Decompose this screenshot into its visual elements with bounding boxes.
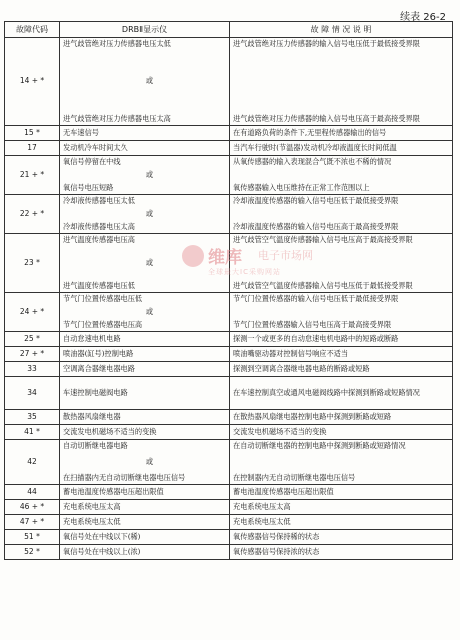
display-line: 无车速信号 bbox=[63, 127, 99, 137]
display-text bbox=[60, 156, 230, 195]
fault-description bbox=[230, 515, 453, 530]
table-row bbox=[5, 377, 453, 410]
display-text bbox=[60, 515, 230, 530]
display-text bbox=[60, 410, 230, 425]
display-line: 氧信号停留在中线 bbox=[63, 156, 121, 166]
display-line: 冷却液传感器电压太高 bbox=[63, 222, 135, 232]
table-row bbox=[5, 38, 453, 126]
fault-code: 51 * bbox=[5, 530, 60, 545]
watermark-line: 全球最大IC采购网站 bbox=[208, 268, 281, 276]
fault-description bbox=[230, 362, 453, 377]
fault-description bbox=[230, 141, 453, 156]
fault-code: 33 bbox=[5, 362, 60, 377]
display-line: 空调离合器继电器电路 bbox=[63, 363, 135, 373]
fault-code: 14 + * bbox=[5, 38, 60, 126]
description-line: 进气歧管空气温度传感器输入信号电压高于最高接受界限 bbox=[233, 234, 413, 244]
description-line: 节气门位置传感器的输入信号电压低于最低接受界限 bbox=[233, 293, 399, 303]
display-text bbox=[60, 485, 230, 500]
fault-description bbox=[230, 347, 453, 362]
display-text bbox=[60, 530, 230, 545]
display-line: 氧信号电压短路 bbox=[63, 183, 114, 193]
display-line: 在扫描器内无自动切断继电器电压信号 bbox=[63, 473, 186, 483]
display-line: 蓄电池温度传感器电压超出限值 bbox=[63, 486, 164, 496]
table-row bbox=[5, 425, 453, 440]
fault-description bbox=[230, 38, 453, 126]
description-line: 充电系统电压太高 bbox=[233, 501, 291, 511]
watermark-sub: 电子市场网 bbox=[258, 249, 313, 262]
or-separator: 或 bbox=[145, 456, 154, 466]
description-line: 从氧传感器的输入表现混合气既不浓也不稀的情况 bbox=[233, 156, 392, 166]
or-separator: 或 bbox=[145, 306, 154, 316]
display-line: 进气歧管绝对压力传感器电压太高 bbox=[63, 114, 171, 124]
fault-description bbox=[230, 377, 453, 410]
display-text bbox=[60, 440, 230, 485]
table-row bbox=[5, 410, 453, 425]
description-line: 冷却液温度传感器的输入信号电压低于最低接受界限 bbox=[233, 195, 399, 205]
fault-description bbox=[230, 545, 453, 560]
table-row bbox=[5, 347, 453, 362]
description-line: 进气歧管绝对压力传感器的输入信号电压低于最低接受界限 bbox=[233, 38, 420, 48]
display-line: 节气门位置传感器电压高 bbox=[63, 320, 143, 330]
description-line: 在自动切断继电器的控制电路中探测到断路或短路情况 bbox=[233, 440, 406, 450]
watermark-main: 维库 bbox=[208, 248, 242, 268]
description-line: 交流发电机磁场不适当的变换 bbox=[233, 426, 327, 436]
description-line: 蓄电池温度传感器电压超出限值 bbox=[233, 486, 334, 496]
fault-description bbox=[230, 500, 453, 515]
fault-code: 34 bbox=[5, 377, 60, 410]
fault-description bbox=[230, 485, 453, 500]
display-text bbox=[60, 332, 230, 347]
fault-description bbox=[230, 126, 453, 141]
description-line: 充电系统电压太低 bbox=[233, 516, 291, 526]
or-separator: 或 bbox=[145, 169, 154, 179]
display-line: 发动机冷车时间太久 bbox=[63, 142, 128, 152]
table-caption: 续表 26-2 bbox=[400, 12, 446, 23]
fault-code: 47 + * bbox=[5, 515, 60, 530]
display-text bbox=[60, 126, 230, 141]
fault-description bbox=[230, 410, 453, 425]
display-text bbox=[60, 425, 230, 440]
table-row bbox=[5, 293, 453, 332]
fault-code: 41 * bbox=[5, 425, 60, 440]
table-row bbox=[5, 126, 453, 141]
display-line: 充电系统电压太低 bbox=[63, 516, 121, 526]
fault-code: 17 bbox=[5, 141, 60, 156]
fault-code: 44 bbox=[5, 485, 60, 500]
table-row bbox=[5, 515, 453, 530]
display-text bbox=[60, 234, 230, 293]
or-separator: 或 bbox=[145, 208, 154, 218]
description-line: 进气歧管空气温度传感器输入信号电压低于最低接受界限 bbox=[233, 281, 413, 291]
description-line: 在散热器风扇继电器控制电路中探测到断路或短路 bbox=[233, 411, 392, 421]
fault-code: 24 + * bbox=[5, 293, 60, 332]
table-row bbox=[5, 156, 453, 195]
table-row bbox=[5, 530, 453, 545]
display-text bbox=[60, 195, 230, 234]
description-line: 冷却液温度传感器的输入信号电压高于最高接受界限 bbox=[233, 222, 399, 232]
fault-code: 25 * bbox=[5, 332, 60, 347]
description-line: 氧传感器信号保持稀的状态 bbox=[233, 531, 320, 541]
description-line: 喷油嘴驱动器对控制信号响应不适当 bbox=[233, 348, 349, 358]
description-line: 节气门位置传感器输入信号电压高于最高接受界限 bbox=[233, 320, 392, 330]
fault-description bbox=[230, 156, 453, 195]
description-line: 在有道路负荷的条件下,无里程传感器输出的信号 bbox=[233, 127, 387, 137]
display-text bbox=[60, 377, 230, 410]
display-line: 节气门位置传感器电压低 bbox=[63, 293, 143, 303]
description-line: 在控制器内无自动切断继电器电压信号 bbox=[233, 473, 356, 483]
display-line: 氧信号处在中线以上(浓) bbox=[63, 546, 141, 556]
fault-code-table bbox=[4, 21, 453, 560]
description-line: 进气歧管绝对压力传感器的输入信号电压高于最高接受界限 bbox=[233, 114, 420, 124]
display-line: 车速控制电磁阀电路 bbox=[63, 387, 128, 397]
fault-description bbox=[230, 425, 453, 440]
display-text bbox=[60, 141, 230, 156]
fault-code: 23 * bbox=[5, 234, 60, 293]
fault-description bbox=[230, 293, 453, 332]
fault-description bbox=[230, 440, 453, 485]
display-text bbox=[60, 362, 230, 377]
display-line: 自动怠速电机电路 bbox=[63, 333, 121, 343]
display-line: 喷油器(缸号)控制电路 bbox=[63, 348, 134, 358]
description-line: 探测一个或更多的自动怠速电机电路中的短路或断路 bbox=[233, 333, 399, 343]
table-row bbox=[5, 362, 453, 377]
fault-code: 52 * bbox=[5, 545, 60, 560]
display-line: 进气歧管绝对压力传感器电压太低 bbox=[63, 38, 171, 48]
fault-code: 15 * bbox=[5, 126, 60, 141]
display-line: 散热器风扇继电器 bbox=[63, 411, 121, 421]
display-text bbox=[60, 38, 230, 126]
fault-description bbox=[230, 195, 453, 234]
table-row bbox=[5, 141, 453, 156]
table-row bbox=[5, 332, 453, 347]
display-line: 自动切断继电器电路 bbox=[63, 440, 128, 450]
fault-code: 46 + * bbox=[5, 500, 60, 515]
description-line: 在车速控制真空或通风电磁阀线路中探测到断路或短路情况 bbox=[233, 387, 420, 397]
description-line: 当汽车行驶时(节温器)发动机冷却液温度长时间低温 bbox=[233, 142, 397, 152]
fault-description bbox=[230, 332, 453, 347]
description-line: 探测到空调离合器继电器电路的断路或短路 bbox=[233, 363, 370, 373]
display-text bbox=[60, 500, 230, 515]
header-desc: 故 障 情 况 说 明 bbox=[230, 22, 453, 38]
table-row bbox=[5, 545, 453, 560]
display-text bbox=[60, 293, 230, 332]
table-row bbox=[5, 500, 453, 515]
or-separator: 或 bbox=[145, 76, 154, 86]
fault-code: 27 + * bbox=[5, 347, 60, 362]
fault-code: 22 + * bbox=[5, 195, 60, 234]
table-row bbox=[5, 195, 453, 234]
description-line: 氧传感器输入电压维持在正常工作范围以上 bbox=[233, 183, 370, 193]
display-line: 充电系统电压太高 bbox=[63, 501, 121, 511]
fault-code: 21 + * bbox=[5, 156, 60, 195]
display-text bbox=[60, 545, 230, 560]
header-display: DRBⅡ显示仪 bbox=[60, 22, 230, 38]
display-text bbox=[60, 347, 230, 362]
table-row bbox=[5, 234, 453, 293]
table-row bbox=[5, 440, 453, 485]
or-separator: 或 bbox=[145, 257, 154, 267]
display-line: 进气温度传感器电压高 bbox=[63, 234, 135, 244]
fault-code: 35 bbox=[5, 410, 60, 425]
display-line: 氧信号处在中线以下(稀) bbox=[63, 531, 141, 541]
display-line: 进气温度传感器电压低 bbox=[63, 281, 135, 291]
header-code: 故障代码 bbox=[5, 22, 60, 38]
display-line: 交流发电机磁场不适当的变换 bbox=[63, 426, 157, 436]
display-line: 冷却液传感器电压太低 bbox=[63, 195, 135, 205]
table-row bbox=[5, 485, 453, 500]
fault-code: 42 bbox=[5, 440, 60, 485]
table-header-row bbox=[5, 22, 453, 38]
fault-description bbox=[230, 530, 453, 545]
fault-description bbox=[230, 234, 453, 293]
description-line: 氧传感器信号保持浓的状态 bbox=[233, 546, 320, 556]
